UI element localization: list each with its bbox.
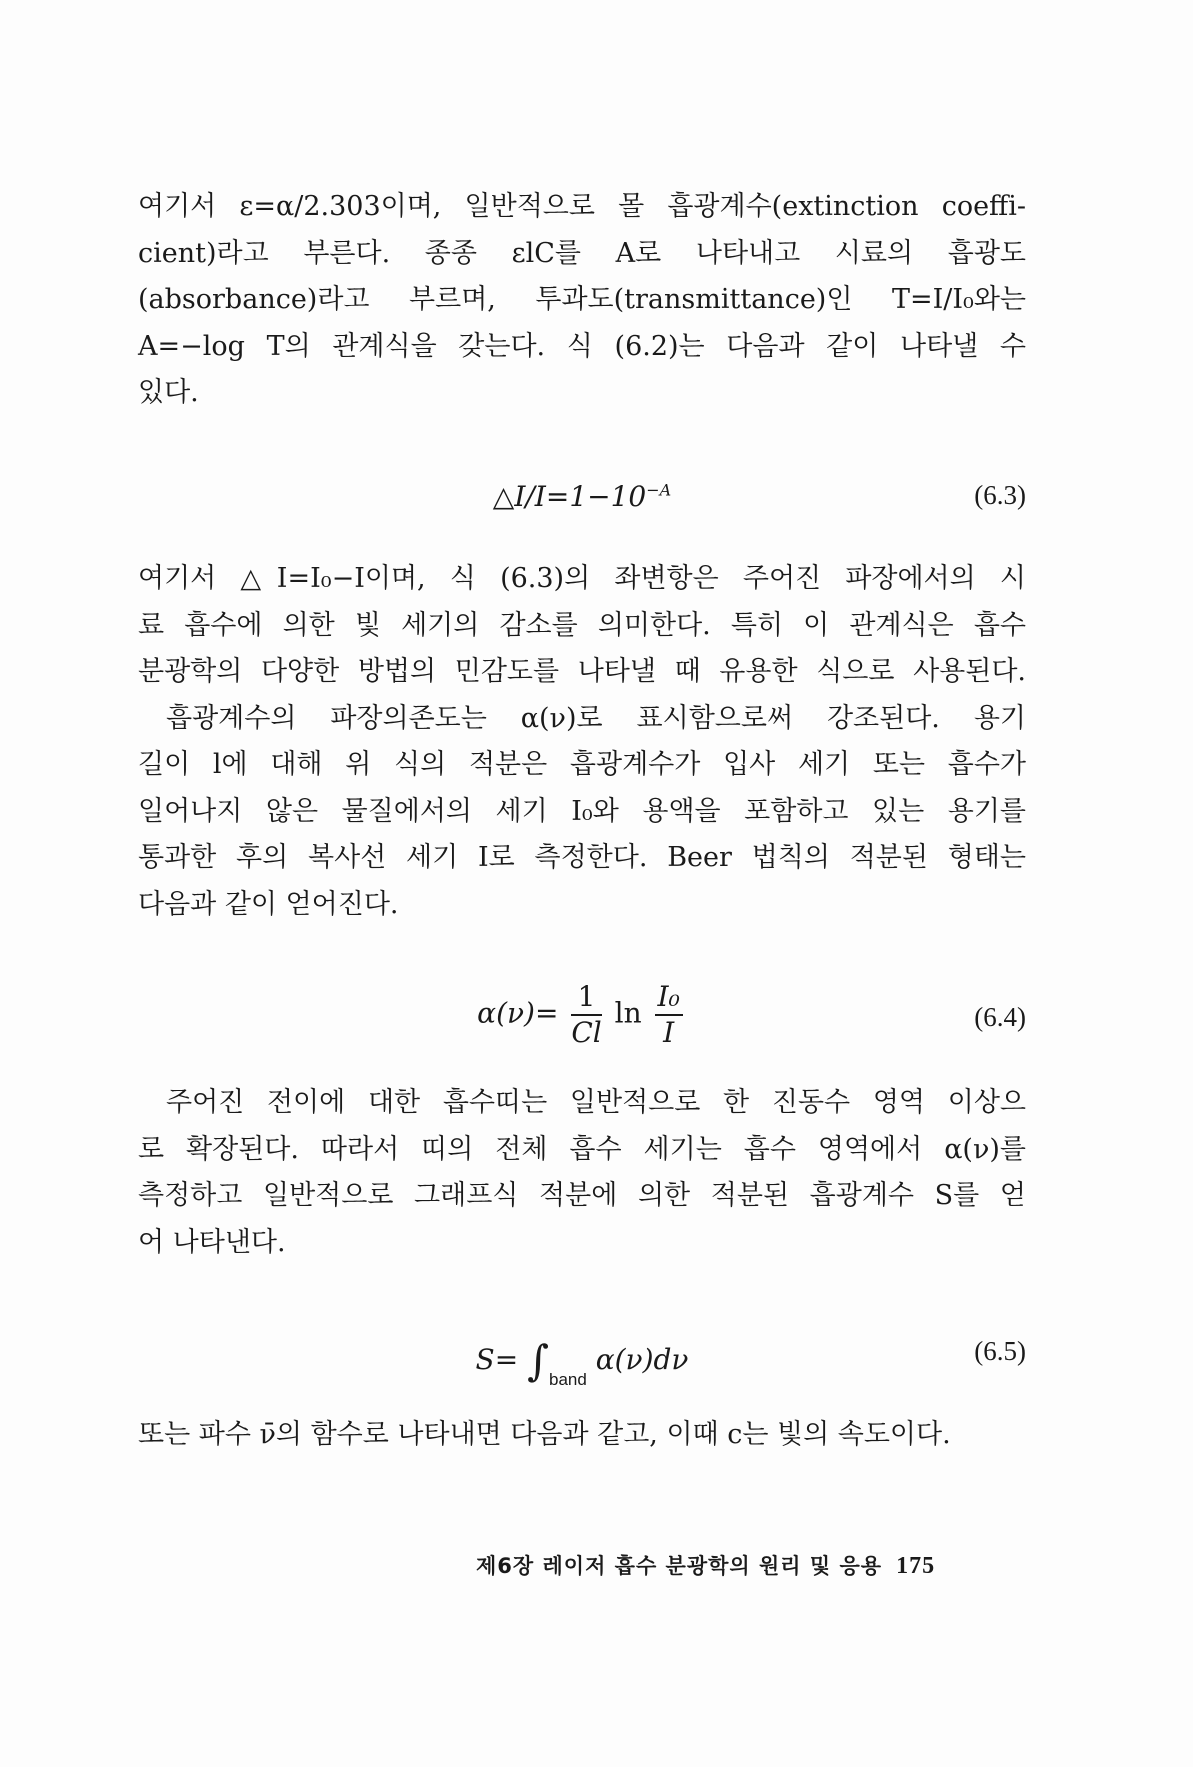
equation-rhs: α(ν)dν xyxy=(595,1343,689,1376)
text-line: 료 흡수에 의한 빛 세기의 감소를 의미한다. 특히 이 관계식은 흡수 xyxy=(138,609,1026,641)
equation-lhs: △I/I=1−10 xyxy=(492,480,647,513)
fraction-denominator: Cl xyxy=(571,1016,602,1049)
fraction-denominator: I xyxy=(663,1016,675,1049)
equation-number: (6.5) xyxy=(974,1336,1026,1366)
equation-body xyxy=(138,480,1026,513)
page-footer xyxy=(476,1550,935,1580)
text-line: 로 확장된다. 따라서 띠의 전체 흡수 세기는 흡수 영역에서 α(ν)를 xyxy=(138,1133,1026,1165)
text-line: 주어진 전이에 대한 흡수띠는 일반적으로 한 진동수 영역 이상으 xyxy=(166,1087,1026,1118)
equation-lhs: α(ν)= xyxy=(477,996,559,1030)
text-line: 흡광계수의 파장의존도는 α(ν)로 표시함으로써 강조된다. 용기 xyxy=(166,702,1026,734)
fraction-2 xyxy=(655,980,683,1050)
equation-number: (6.3) xyxy=(974,480,1026,510)
paragraph-1 xyxy=(138,184,1026,417)
text-line: cient)라고 부른다. 종종 εlC를 A로 나타내고 시료의 흡광도 xyxy=(138,237,1026,269)
equation-6-3 xyxy=(138,480,1026,540)
text-line: 통과한 후의 복사선 세기 I로 측정한다. Beer 법칙의 적분된 형태는 xyxy=(138,842,1026,873)
text-line: 측정하고 일반적으로 그래프식 적분에 의한 적분된 흡광계수 S를 얻 xyxy=(138,1180,1026,1211)
ln-operator: ln xyxy=(614,996,642,1030)
equation-6-4 xyxy=(138,980,1026,1060)
text-line: 어 나타낸다. xyxy=(138,1226,286,1258)
text-line: 다음과 같이 얻어진다. xyxy=(138,888,399,920)
fraction-numerator: 1 xyxy=(571,980,601,1016)
text-line: 또는 파수 ν̄의 함수로 나타내면 다음과 같고, 이때 c는 빛의 속도이다. xyxy=(138,1419,951,1450)
text-line: (absorbance)라고 부르며, 투과도(transmittance)인 T=I/I₀와는 xyxy=(138,284,1026,315)
text-line: 여기서 ε=α/2.303이며, 일반적으로 몰 흡광계수(extinction coeffi- xyxy=(138,191,1026,222)
fraction-1 xyxy=(571,980,601,1050)
text-line: 있다. xyxy=(138,377,199,408)
chapter-title: 제6장 레이저 흡수 분광학의 원리 및 응용 xyxy=(476,1554,883,1578)
text-line: A=−log T의 관계식을 갖는다. 식 (6.2)는 다음과 같이 나타낼 수 xyxy=(138,330,1026,362)
equation-exponent: −A xyxy=(646,480,672,500)
paragraph-2 xyxy=(138,556,1026,928)
text-line: 여기서 △I=I₀−I이며, 식 (6.3)의 좌변항은 주어진 파장에서의 시 xyxy=(138,563,1026,594)
text-line: 일어나지 않은 물질에서의 세기 I₀와 용액을 포함하고 있는 용기를 xyxy=(138,795,1026,827)
integral-sign: ∫ xyxy=(527,1336,549,1385)
paragraph-4 xyxy=(138,1412,1026,1459)
equation-body xyxy=(138,1330,1026,1389)
paragraph-3 xyxy=(138,1080,1026,1266)
page-number: 175 xyxy=(896,1553,936,1579)
equation-number: (6.4) xyxy=(974,1002,1026,1032)
integral-limit: band xyxy=(548,1370,587,1389)
text-line: 분광학의 다양한 방법의 민감도를 나타낼 때 유용한 식으로 사용된다. xyxy=(138,656,1026,687)
equation-6-5 xyxy=(138,1330,1026,1400)
equation-body xyxy=(138,980,1026,1050)
equation-lhs: S= xyxy=(475,1343,519,1376)
fraction-numerator: I₀ xyxy=(655,980,683,1016)
text-line: 길이 l에 대해 위 식의 적분은 흡광계수가 입사 세기 또는 흡수가 xyxy=(138,749,1026,780)
